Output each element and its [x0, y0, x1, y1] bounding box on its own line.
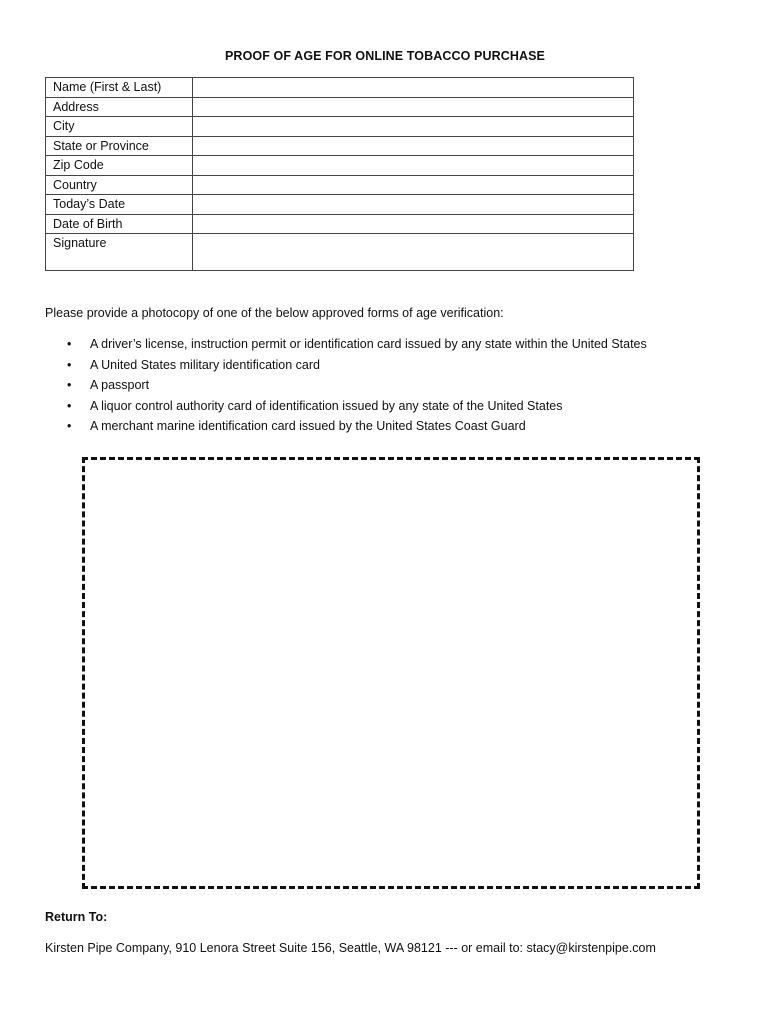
return-address-text: Kirsten Pipe Company, 910 Lenora Street Suite 156, Seattle, WA 98121 --- or email to: stacy@kirstenpipe.com	[45, 941, 656, 955]
field-input-address[interactable]	[193, 97, 634, 117]
field-label-state: State or Province	[46, 136, 193, 156]
field-input-signature[interactable]	[193, 234, 634, 271]
page-title: PROOF OF AGE FOR ONLINE TOBACCO PURCHASE	[225, 49, 545, 63]
approved-forms-list	[45, 335, 647, 438]
field-label-city: City	[46, 117, 193, 137]
field-label-date-of-birth: Date of Birth	[46, 214, 193, 234]
list-item	[45, 397, 647, 418]
approved-form-text: A driver’s license, instruction permit or identification card issued by any state within the United States	[90, 337, 647, 351]
list-item	[45, 335, 647, 356]
bullet-icon: •	[67, 378, 72, 393]
field-label-country: Country	[46, 175, 193, 195]
approved-form-text: A passport	[90, 378, 150, 393]
field-label-name: Name (First & Last)	[46, 78, 193, 98]
photocopy-drop-area[interactable]	[82, 457, 700, 889]
field-input-zip[interactable]	[193, 156, 634, 176]
table-row	[46, 234, 634, 271]
table-row	[46, 97, 634, 117]
bullet-icon: •	[67, 398, 72, 413]
field-input-city[interactable]	[193, 117, 634, 137]
field-label-todays-date: Today’s Date	[46, 195, 193, 215]
list-item	[45, 356, 647, 377]
bullet-icon: •	[67, 357, 72, 372]
approved-form-text: A liquor control authority card of identification issued by any state of the United States	[90, 398, 563, 413]
applicant-info-table	[45, 77, 634, 271]
field-input-state[interactable]	[193, 136, 634, 156]
field-input-name[interactable]	[193, 78, 634, 98]
field-input-todays-date[interactable]	[193, 195, 634, 215]
field-input-date-of-birth[interactable]	[193, 214, 634, 234]
table-row	[46, 78, 634, 98]
field-input-country[interactable]	[193, 175, 634, 195]
approved-form-text: A merchant marine identification card issued by the United States Coast Guard	[90, 419, 526, 434]
return-to-heading: Return To:	[45, 910, 108, 924]
table-row	[46, 214, 634, 234]
table-row	[46, 117, 634, 137]
table-row	[46, 175, 634, 195]
field-label-zip: Zip Code	[46, 156, 193, 176]
field-label-address: Address	[46, 97, 193, 117]
bullet-icon: •	[67, 419, 72, 434]
approved-form-text: A United States military identification card	[90, 357, 320, 372]
table-row	[46, 195, 634, 215]
field-label-signature: Signature	[46, 234, 193, 271]
instructions-text: Please provide a photocopy of one of the below approved forms of age verification:	[45, 306, 504, 320]
bullet-icon: •	[67, 337, 72, 351]
table-row	[46, 136, 634, 156]
list-item	[45, 417, 647, 438]
table-row	[46, 156, 634, 176]
list-item	[45, 376, 647, 397]
